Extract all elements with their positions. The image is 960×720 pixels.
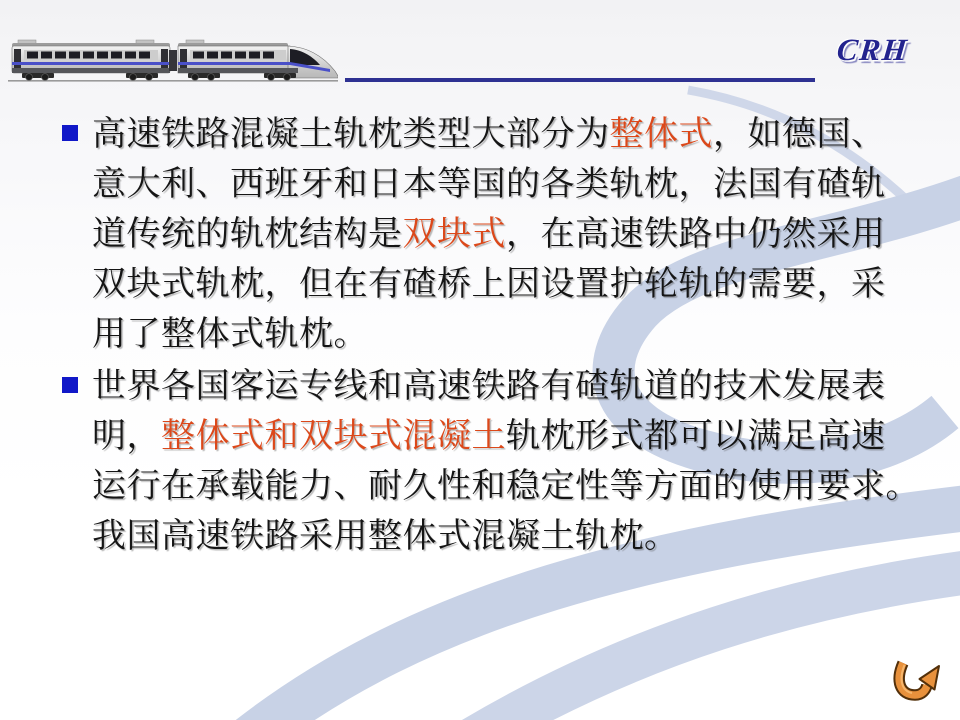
text-run: ，如德国、 [713, 116, 886, 153]
text-run: 我国高速铁路采用整体式混凝土轨枕。 [92, 518, 679, 555]
bullet-square-icon [62, 377, 78, 393]
text-line [92, 310, 886, 360]
text-run: 世界各国客运专线和高速铁路有碴轨道的技术发展表 [92, 368, 886, 405]
highlighted-text-run: 整体式和双块式混凝土 [161, 418, 506, 455]
header-divider-line [345, 78, 815, 82]
bullet-paragraph [92, 110, 886, 360]
text-run: 轨枕形式都可以满足高速 [506, 418, 886, 455]
text-run: 用了整体式轨枕。 [92, 316, 368, 353]
highlighted-text-run: 整体式 [609, 116, 713, 153]
highlighted-text-run: 双块式 [402, 216, 506, 253]
text-line [92, 362, 920, 412]
text-run: 运行在承载能力、耐久性和稳定性等方面的使用要求。 [92, 468, 920, 505]
u-turn-arrow-icon[interactable] [890, 656, 948, 708]
text-run: 双块式轨枕，但在有碴桥上因设置护轮轨的需要，采 [92, 266, 886, 303]
text-line [92, 260, 886, 310]
text-line [92, 412, 920, 462]
bullet-item-2 [62, 362, 920, 562]
slide-header [0, 0, 960, 100]
text-run: 道传统的轨枕结构是 [92, 216, 403, 253]
text-run: ，在高速铁路中仍然采用 [506, 216, 886, 253]
text-run: 明， [92, 418, 161, 455]
text-line [92, 210, 886, 260]
bullet-item-1 [62, 110, 908, 360]
text-run: 意大利、西班牙和日本等国的各类轨枕，法国有碴轨 [92, 166, 886, 203]
high-speed-train-icon [8, 36, 338, 84]
text-line [92, 462, 920, 512]
text-line [92, 512, 920, 562]
crh-logo: CRH [834, 32, 910, 67]
slide-body [62, 110, 920, 564]
text-run: 高速铁路混凝土轨枕类型大部分为 [92, 116, 610, 153]
text-line [92, 160, 886, 210]
text-line [92, 110, 886, 160]
bullet-square-icon [62, 125, 78, 141]
bullet-paragraph [92, 362, 920, 562]
